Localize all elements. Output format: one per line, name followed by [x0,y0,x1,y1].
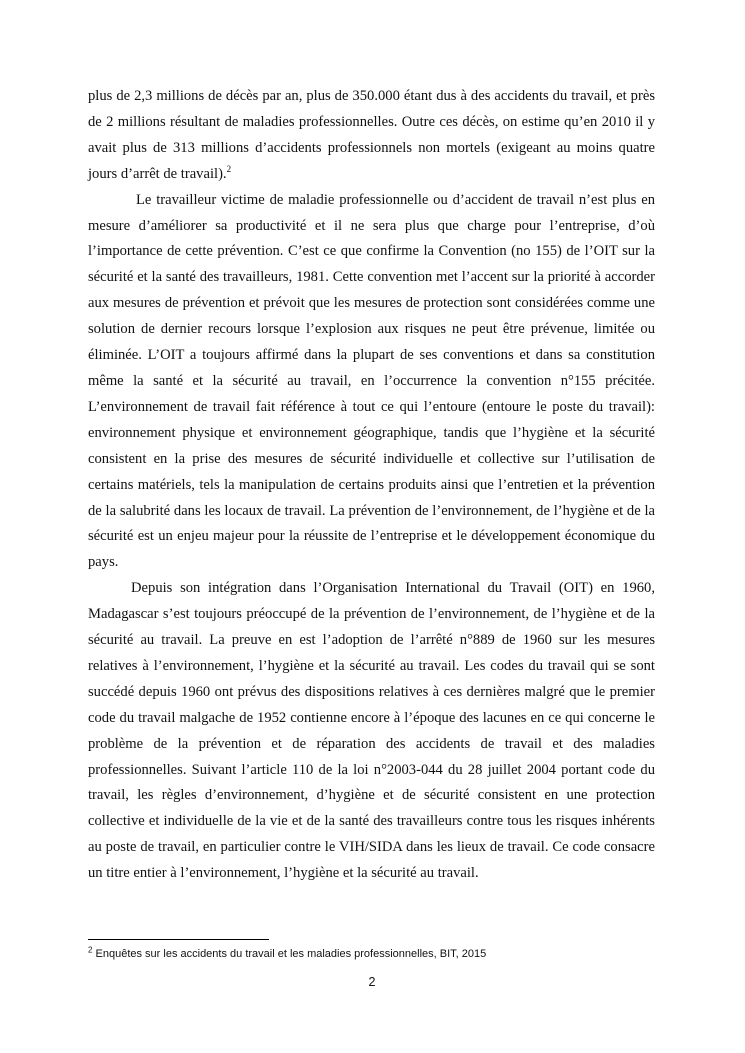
paragraph-2: Le travailleur victime de maladie professionnelle ou d’accident de travail n’est plus en mesure d’améliorer sa productivité et il ne sera plus que charge pour l’entreprise, d’où l’importance de cette prévention. C’est ce que confirme la Convention (no 155) de l’OIT sur la sécurité et la santé des travailleurs, 1981. Cette convention met l’accent sur la priorité à accorder aux mesures de prévention et prévoit que les mesures de protection sont considérées comme une solution de dernier recours lorsque l’explosion aux risques ne peut être prévenue, limitée ou éliminée. L’OIT a toujours affirmé dans la plupart de ses conventions et dans sa constitution même la santé et la sécurité au travail, en l’occurrence la convention n°155 précitée. L’environnement de travail fait référence à tout ce qui l’entoure (entoure le poste du travail): environnement physique et environnement géographique, tandis que l’hygiène et la sécurité consistent en la prise des mesures de sécurité individuelle et collective sur l’utilisation de certains matériels, tels la manipulation de certains produits ainsi que l’entretien et la prévention de la salubrité dans les locaux de travail. La prévention de l’environnement, de l’hygiène et de la sécurité est un enjeu majeur pour la réussite de l’entreprise et le développement économique du pays. [88,191,655,571]
footnote-text: Enquêtes sur les accidents du travail et les maladies professionnelles, BIT, 2015 [95,948,487,960]
paragraph-1 [88,84,655,188]
paragraph-3: Depuis son intégration dans l’Organisation International du Travail (OIT) en 1960, Madagascar s’est toujours préoccupé de la prévention de l’environnement, de l’hygiène et de la sécurité au travail. La preuve en est l’adoption de l’arrêté n°889 de 1960 sur les mesures relatives à l’environnement, l’hygiène et la sécurité au travail. Les codes du travail qui se sont succédé depuis 1960 ont prévus des dispositions relatives à ces dernières malgré que le premier code du travail malgache de 1952 contienne encore à l’époque des lacunes en ce qui concerne le problème de la prévention et de réparation des accidents de travail et des maladies professionnelles. Suivant l’article 110 de la loi n°2003-044 du 28 juillet 2004 portant code du travail, les règles d’environnement, d’hygiène et de sécurité consistent en une protection collective et individuelle de la vie et de la santé des travailleurs contre tous les risques inhérents au poste de travail, en particulier contre le VIH/SIDA dans les lieux de travail. Ce code consacre un titre entier à l’environnement, l’hygiène et la sécurité au travail. [88,580,655,882]
body-text [88,84,655,887]
footnote [88,947,688,961]
paragraph-1-text: plus de 2,3 millions de décès par an, plus de 350.000 étant dus à des accidents du travail, et près de 2 millions résultant de maladies professionnelles. Outre ces décès, on estime qu’en 2010 il y avait plus de 313 millions d’accidents professionnels non mortels (exigeant au moins quatre jours d’arrêt de travail). [88,88,655,182]
footnote-reference: 2 [226,163,232,174]
page-number: 2 [368,975,376,989]
footnote-separator [88,939,269,940]
footnote-number: 2 [88,945,93,955]
